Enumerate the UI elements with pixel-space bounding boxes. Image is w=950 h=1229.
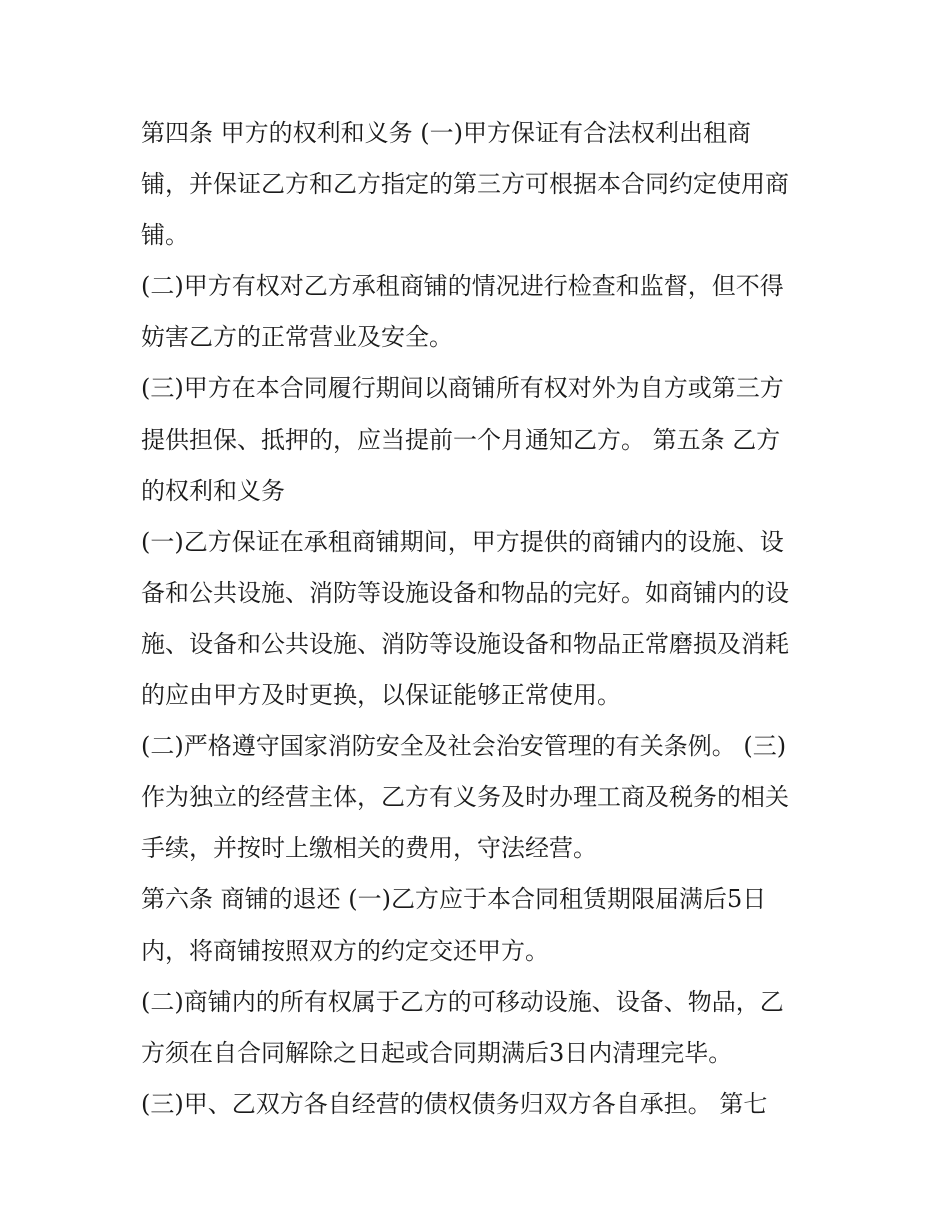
text-line: 妨害乙方的正常营业及安全。 <box>141 323 453 352</box>
contract-text <box>141 108 821 1130</box>
text-line: (二)商铺内的所有权属于乙方的可移动设施、设备、物品，乙 <box>141 987 784 1016</box>
text-line: 铺，并保证乙方和乙方指定的第三方可根据本合同约定使用商 <box>141 170 789 199</box>
text-line: 第六条 商铺的退还 (一)乙方应于本合同租赁期限届满后5日 <box>141 885 767 914</box>
text-line: (三)甲方在本合同履行期间以商铺所有权对外为自方或第三方 <box>141 374 784 403</box>
text-line: (二)甲方有权对乙方承租商铺的情况进行检查和监督，但不得 <box>141 272 784 301</box>
text-line: 施、设备和公共设施、消防等设施设备和物品正常磨损及消耗 <box>141 629 789 658</box>
text-line: 铺。 <box>141 221 189 250</box>
text-line: (一)乙方保证在承租商铺期间，甲方提供的商铺内的设施、设 <box>141 527 784 556</box>
text-line: 的权利和义务 <box>141 476 285 505</box>
text-line: 手续，并按时上缴相关的费用，守法经营。 <box>141 834 597 863</box>
text-line: 内，将商铺按照双方的约定交还甲方。 <box>141 936 549 965</box>
text-line: (二)严格遵守国家消防安全及社会治安管理的有关条例。 (三) <box>141 732 787 761</box>
text-line: 提供担保、抵押的，应当提前一个月通知乙方。 第五条 乙方 <box>141 425 781 454</box>
text-line: 的应由甲方及时更换，以保证能够正常使用。 <box>141 681 621 710</box>
text-line: 第四条 甲方的权利和义务 (一)甲方保证有合法权利出租商 <box>141 119 751 147</box>
text-line: (三)甲、乙双方各自经营的债权债务归双方各自承担。 第七 <box>141 1089 768 1118</box>
text-line: 作为独立的经营主体，乙方有义务及时办理工商及税务的相关 <box>141 783 789 812</box>
text-line: 备和公共设施、消防等设施设备和物品的完好。如商铺内的设 <box>141 578 789 607</box>
text-line: 方须在自合同解除之日起或合同期满后3日内清理完毕。 <box>141 1038 733 1067</box>
